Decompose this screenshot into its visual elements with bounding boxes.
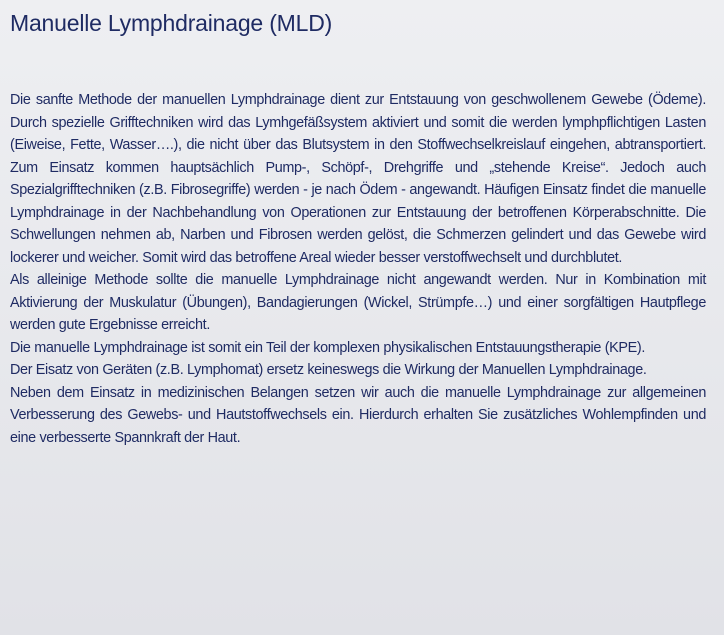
paragraph-kpe: Die manuelle Lymphdrainage ist somit ein Teil der komplexen physikalischen Entstauungstherapie (KPE). [10, 339, 645, 356]
paragraph-wellness: Neben dem Einsatz in medizinischen Belangen setzen wir auch die manuelle Lymphdrainage zur allgemeinen Verbesserung des Gewebs- und Hautstoffwechsels ein. Hierdurch erhalten Sie zusätzliches Wohlempfinden und eine verbesserte Spannkraft der Haut. [10, 384, 706, 446]
paragraph-intro: Die sanfte Methode der manuellen Lymphdrainage dient zur Entstauung von geschwollenem Gewebe (Ödeme). Durch spezielle Grifftechniken wird das Lymhgefäßsystem aktiviert und somit die werden lymphpflichtigen Lasten (Eiweise, Fette, Wasser….), die nicht über das Blutsystem in den Stoffwechselkreislauf eingehen, abtransportiert. Zum Einsatz kommen hauptsächlich Pump-, Schöpf-, Drehgriffe und „stehende Kreise“. Jedoch auch Spezialgrifftechniken (z.B. Fibrosegriffe) werden - je nach Ödem - angewandt. Häufigen Einsatz findet die manuelle Lymphdrainage in der Nachbehandlung von Operationen zur Entstauung der betroffenen Körperabschnitte. Die Schwellungen nehmen ab, Narben und Fibrosen werden gelöst, die Schmerzen gelindert und das Gewebe wird lockerer und weicher. Somit wird das betroffene Areal wieder besser verstoffwechselt und durchblutet. [10, 92, 706, 266]
paragraph-combination: Als alleinige Methode sollte die manuelle Lymphdrainage nicht angewandt werden. Nur in Kombination mit Aktivierung der Muskulatur (Übungen), Bandagierungen (Wickel, Strümpfe…) und einer sorgfältigen Hautpflege werden gute Ergebnisse erreicht. [10, 272, 706, 333]
paragraph-devices: Der Eisatz von Geräten (z.B. Lymphomat) ersetz keineswegs die Wirkung der Manuellen Lymphdrainage. [10, 362, 647, 378]
article-body [10, 89, 706, 449]
page-title: Manuelle Lymphdrainage (MLD) [10, 10, 333, 36]
